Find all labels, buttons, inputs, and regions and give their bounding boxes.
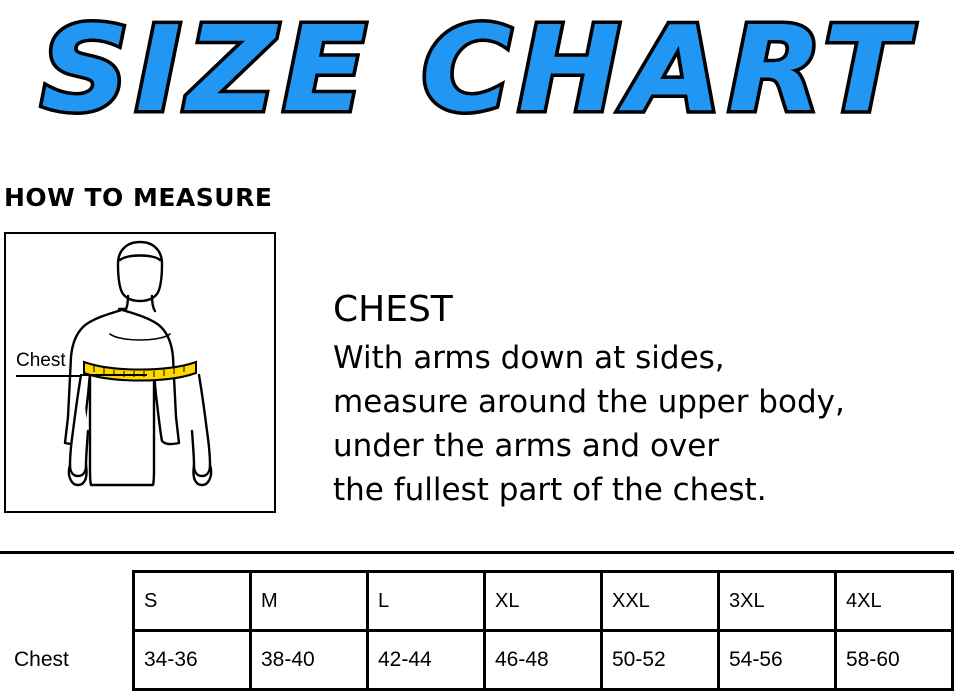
description-line-1: With arms down at sides,	[333, 340, 725, 376]
table-size-header-s: S	[134, 572, 251, 631]
table-header-row	[0, 572, 953, 631]
male-torso-icon	[6, 234, 274, 511]
table-cell-chest-s: 34-36	[134, 631, 251, 690]
section-divider	[0, 551, 954, 554]
figure-chest-label-underline	[16, 375, 81, 377]
table-cell-chest-3xl: 54-56	[719, 631, 836, 690]
section-heading: HOW TO MEASURE	[4, 183, 273, 212]
table-size-header-4xl: 4XL	[836, 572, 953, 631]
description-line-2: measure around the upper body,	[333, 384, 845, 420]
figure-leader-line	[81, 374, 147, 376]
measurement-illustration	[4, 232, 276, 513]
table-size-header-xl: XL	[485, 572, 602, 631]
table-cell-chest-m: 38-40	[251, 631, 368, 690]
description-line-4: the fullest part of the chest.	[333, 472, 767, 508]
table-cell-chest-xxl: 50-52	[602, 631, 719, 690]
figure-chest-label: Chest	[16, 350, 66, 371]
table-cell-chest-l: 42-44	[368, 631, 485, 690]
description-block	[333, 288, 943, 512]
table-cell-chest-xl: 46-48	[485, 631, 602, 690]
table-cell-chest-4xl: 58-60	[836, 631, 953, 690]
description-heading: CHEST	[333, 289, 453, 330]
table-row	[0, 631, 953, 690]
size-table	[0, 570, 954, 691]
page-title	[0, 0, 954, 144]
table-row-label-chest: Chest	[14, 648, 69, 671]
table-size-header-m: M	[251, 572, 368, 631]
table-size-header-l: L	[368, 572, 485, 631]
description-body	[333, 336, 943, 512]
table-size-header-3xl: 3XL	[719, 572, 836, 631]
description-line-3: under the arms and over	[333, 428, 720, 464]
table-corner-cell	[0, 572, 134, 631]
table-size-header-xxl: XXL	[602, 572, 719, 631]
page-title-text: SIZE CHART	[40, 0, 914, 138]
